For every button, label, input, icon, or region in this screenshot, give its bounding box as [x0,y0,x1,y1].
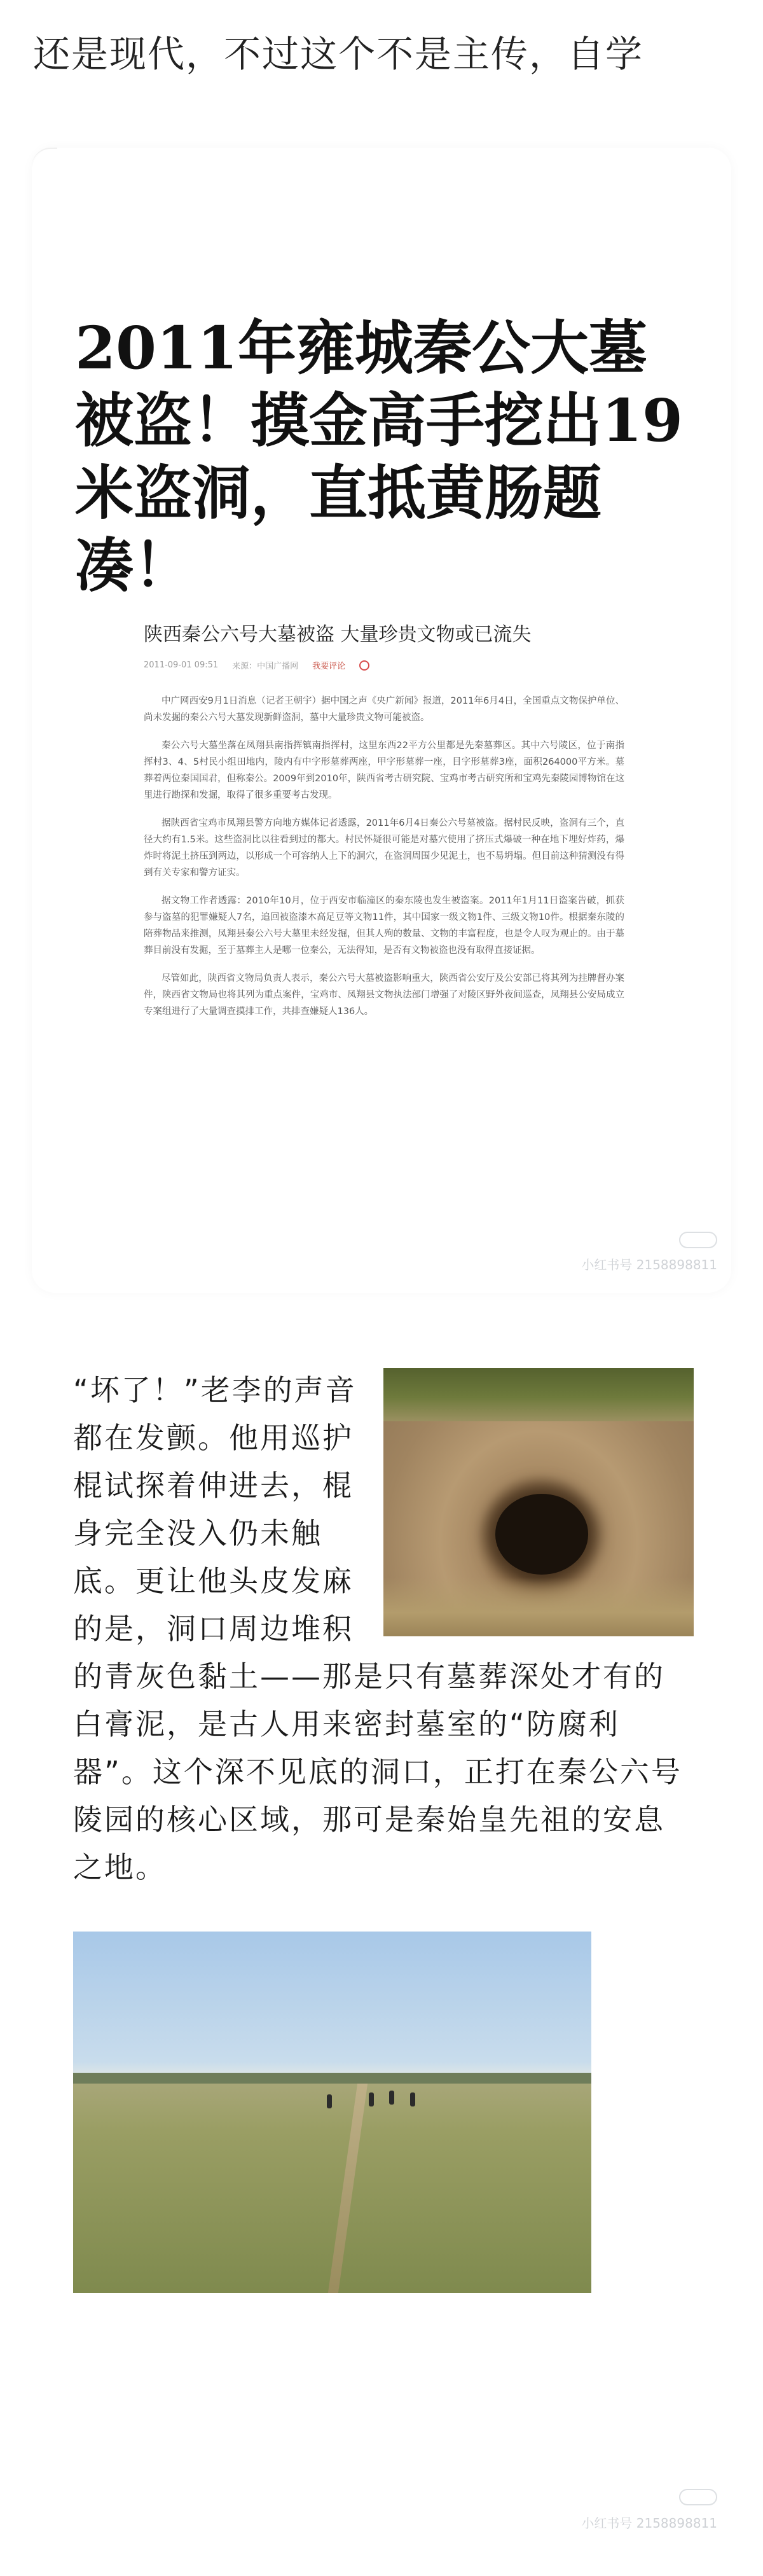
news-article [144,618,624,1031]
grass-layer [383,1368,694,1421]
wheat-field-photo [73,1932,591,2293]
person-figure [389,2091,394,2105]
field-path [328,2084,368,2293]
treeline [73,2073,591,2084]
news-paragraph: 秦公六号大墓坐落在凤翔县南指挥镇南指挥村，这里东西22平方公里都是先秦墓葬区。其中六号陵区，位于南指挥村3、4、5村民小组田地内，陵内有中字形墓葬两座，甲字形墓葬一座，目字形墓葬3座，面积264000平方米。墓葬着两位秦国国君，但称秦公。2009年到2010年，陕西省考古研究院、宝鸡市考古研究所和宝鸡先秦陵园博物馆在这里进行勘探和发掘，取得了很多重要考古发现。 [144,741,624,800]
story-text: “坏了！”老李的声音都在发颤。他用巡护棍试探着伸进去，棍身完全没入仍未触底。更让他头皮发麻的是，洞口周边堆积的青灰色黏土——那是只有墓葬深处才有的白膏泥，是古人用来密封墓室的“防腐利器”。这个深不见底的洞口，正打在秦公六号陵园的核心区域，那可是秦始皇先祖的安息之地。 [73,1373,682,1884]
dry-grass-layer [383,1577,694,1636]
card-corner [32,148,57,173]
comment-link[interactable]: 我要评论 [312,662,346,671]
edit-icon[interactable] [359,660,369,671]
news-paragraph: 据陕西省宝鸡市凤翔县警方向地方媒体记者透露，2011年6月4日秦公六号墓被盗。据村民反映，盗洞有三个，直径大约有1.5米。这些盗洞比以往看到过的都大。村民怀疑很可能是对墓穴使用了挤压式爆破一种在地下埋好炸药，爆炸时将泥土挤压到两边，以形成一个可容纳人上下的洞穴，在盗洞周围少见泥土，也不易坍塌。但目前这种猜测没有得到有关专家和警方证实。 [144,818,624,878]
article-headline: 2011年雍城秦公大墓被盗！摸金高手挖出19米盗洞，直抵黄肠题凑！ [75,314,684,600]
watermark: 小红书号 2158898811 [581,1257,717,1272]
news-paragraph: 中广网西安9月1日消息（记者王朝宇）据中国之声《央广新闻》报道，2011年6月4日，全国重点文物保护单位、尚未发掘的秦公六号大墓发现新鲜盗洞，墓中大量珍贵文物可能被盗。 [144,696,624,723]
story-text-block [73,1367,694,1891]
news-title: 陕西秦公六号大墓被盗 大量珍贵文物或已流失 [144,623,532,646]
person-figure [327,2094,332,2108]
news-source: 来源：中国广播网 [232,662,299,671]
post-intro-text: 还是现代，不过这个不是主传，自学 [33,32,644,76]
news-date: 2011-09-01 09:51 [144,660,219,670]
xiaohongshu-logo-icon [679,2489,717,2505]
robbery-hole [495,1494,588,1575]
person-figure [410,2092,415,2106]
xiaohongshu-logo-icon [679,1232,717,1248]
news-paragraph: 据文物工作者透露：2010年10月，位于西安市临潼区的秦东陵也发生被盗案。2011年1月11日盗案告破，抓获参与盗墓的犯罪嫌疑人7名，追回被盗漆木高足豆等文物11件，其中国家一级文物1件、三级文物10件。根据秦东陵的陪葬物品来推测，凤翔县秦公六号大墓里未经发掘，但其人殉的数量、文物的丰富程度，也是令人叹为观止的。由于墓葬目前没有发掘，至于墓葬主人是哪一位秦公，无法得知，是否有文物被盗也没有取得直接证据。 [144,896,624,956]
news-meta [144,659,624,671]
watermark: 小红书号 2158898811 [581,2516,717,2531]
tomb-hole-photo [383,1368,694,1636]
news-paragraph: 尽管如此，陕西省文物局负责人表示，秦公六号大墓被盗影响重大，陕西省公安厅及公安部已将其列为挂牌督办案件，陕西省文物局也将其列为重点案件，宝鸡市、凤翔县文物执法部门增强了对陵区野外夜间巡查，凤翔县公安局成立专案组进行了大量调查摸排工作，共排查嫌疑人136人。 [144,973,624,1017]
person-figure [369,2092,374,2106]
